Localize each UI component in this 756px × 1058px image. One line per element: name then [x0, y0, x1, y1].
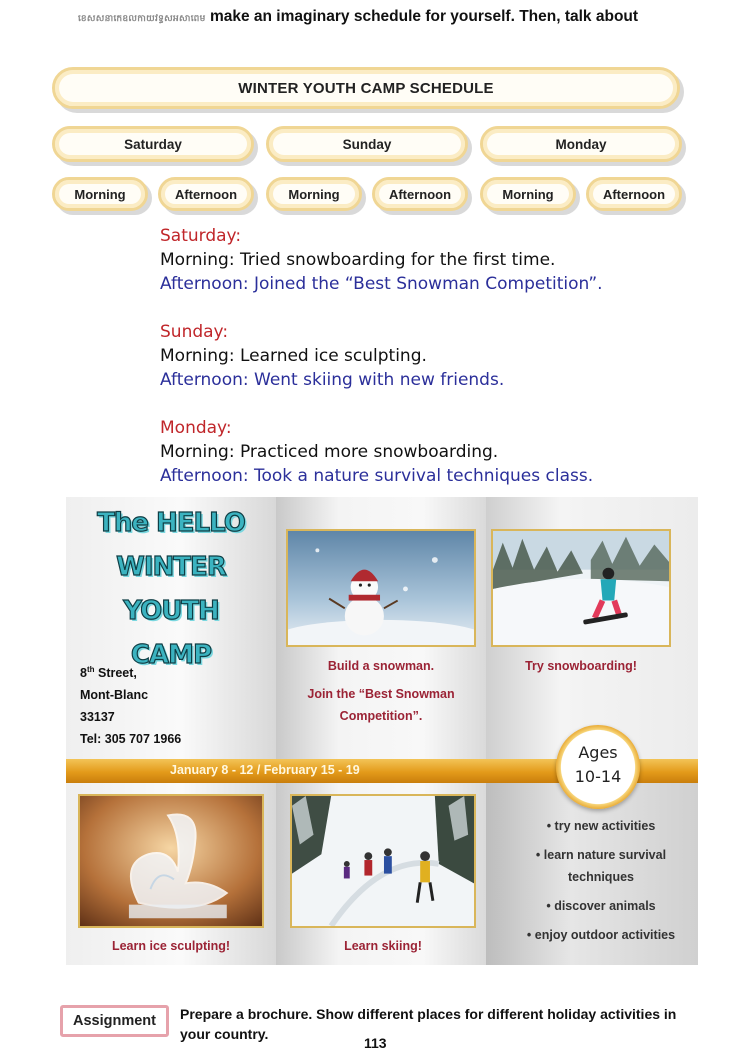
caption-build-snowman [286, 655, 476, 677]
activity-item: • enjoy outdoor activities [526, 928, 676, 942]
skiing-photo [290, 794, 476, 928]
instruction-line [78, 8, 718, 30]
caption-learn-ice-sculpting: Learn ice sculpting! [111, 939, 231, 953]
schedule-monday [160, 416, 593, 488]
day-header-sunday: Sunday [266, 126, 468, 162]
activity-item: • try new activities [546, 819, 656, 833]
activity-item: • discover animals [546, 899, 656, 913]
camp-title-line: CAMP [130, 640, 212, 670]
schedule-day: Sunday: [160, 322, 229, 342]
camp-title [66, 501, 276, 677]
camp-dates: January 8 - 12 / February 15 - 19 [170, 763, 360, 777]
schedule-morning: Morning: Tried snowboarding for the first time. [160, 250, 556, 270]
address-postcode: 33137 [80, 710, 115, 725]
assignment-label: Assignment [60, 1005, 169, 1037]
slot-sunday-afternoon: Afternoon [372, 177, 468, 211]
schedule-title: WINTER YOUTH CAMP SCHEDULE [52, 67, 680, 109]
schedule-day: Monday: [160, 418, 232, 438]
address-city: Mont-Blanc [80, 688, 149, 703]
activities-list [506, 815, 696, 953]
schedule-afternoon: Afternoon: Joined the “Best Snowman Competition”. [160, 274, 603, 294]
ice-sculpture-photo [78, 794, 264, 928]
schedule-morning: Morning: Learned ice sculpting. [160, 346, 427, 366]
instruction-faded-prefix: ខេសសនាកេឧលកាយវទ្ធសអសាពេម [78, 13, 206, 23]
schedule-sunday [160, 320, 504, 392]
camp-address [80, 659, 181, 750]
ages-badge [556, 725, 640, 809]
camp-title-line: The HELLO [97, 508, 245, 538]
slot-monday-afternoon: Afternoon [586, 177, 682, 211]
slot-monday-morning: Morning [480, 177, 576, 211]
instruction-text: make an imaginary schedule for yourself. Then, talk about [209, 8, 639, 25]
day-header-monday: Monday [480, 126, 682, 162]
camp-brochure [66, 497, 698, 965]
day-header-saturday: Saturday [52, 126, 254, 162]
schedule-day: Saturday: [160, 226, 242, 246]
caption-snowman-competition [286, 683, 476, 727]
slot-sunday-morning: Morning [266, 177, 362, 211]
activity-item: • learn nature survival techniques [535, 848, 667, 884]
caption-line: Competition”. [339, 709, 423, 723]
schedule-afternoon: Afternoon: Took a nature survival techniques class. [160, 466, 594, 486]
page-number: 113 [364, 1035, 387, 1051]
caption-learn-skiing: Learn skiing! [344, 939, 422, 953]
snowboarding-photo [491, 529, 671, 647]
camp-title-line: WINTER YOUTH [116, 552, 226, 626]
address-tel: Tel: 305 707 1966 [80, 732, 182, 747]
snowman-photo [286, 529, 476, 647]
schedule-afternoon: Afternoon: Went skiing with new friends. [160, 370, 505, 390]
slot-saturday-afternoon: Afternoon [158, 177, 254, 211]
assignment-text: Prepare a brochure. Show different places for different holiday activities in your country. [180, 1006, 677, 1042]
ages-label: Ages [578, 743, 618, 762]
slot-saturday-morning: Morning [52, 177, 148, 211]
caption-try-snowboarding: Try snowboarding! [525, 659, 637, 673]
schedule-saturday [160, 224, 603, 296]
caption-line: Join the “Best Snowman [307, 687, 455, 701]
schedule-morning: Morning: Practiced more snowboarding. [160, 442, 499, 462]
ages-range: 10-14 [574, 767, 622, 786]
caption-line: Build a snowman. [327, 659, 435, 673]
address-street: 8th Street, [80, 665, 137, 681]
